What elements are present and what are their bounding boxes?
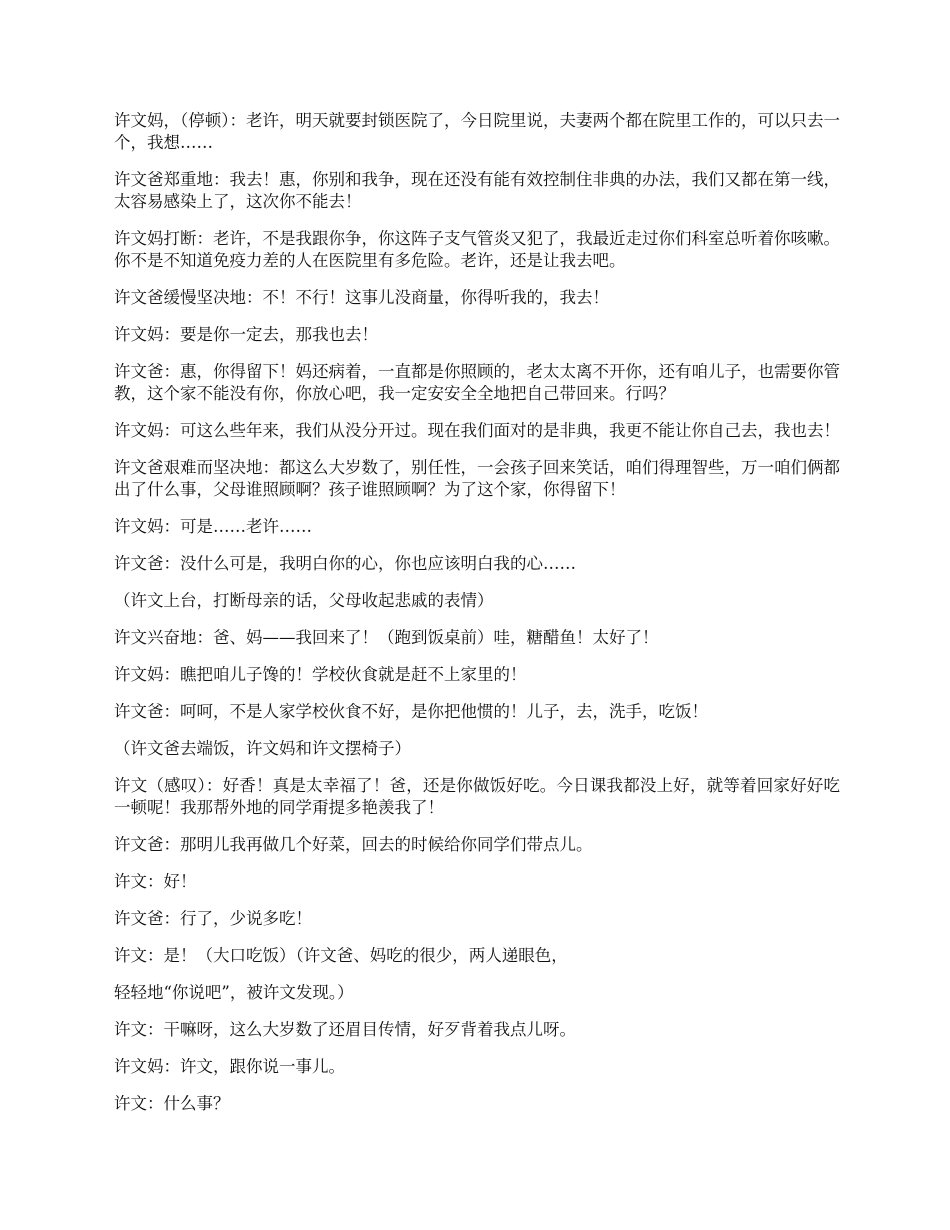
paragraph: 许文爸：呵呵，不是人家学校伙食不好，是你把他惯的！儿子，去，洗手，吃饭！ bbox=[114, 702, 708, 721]
paragraph: 许文妈：要是你一定去，那我也去！ bbox=[114, 325, 378, 344]
paragraph: 许文爸：那明儿我再做几个好菜，回去的时候给你同学们带点儿。 bbox=[114, 835, 593, 854]
paragraph: 许文爸：行了，少说多吃！ bbox=[114, 909, 312, 928]
paragraph: 许文兴奋地：爸、妈——我回来了！（跑到饭桌前）哇，糖醋鱼！太好了！ bbox=[114, 628, 659, 647]
paragraph: 轻轻地“你说吧”，被许文发现。） bbox=[114, 983, 354, 1002]
stage-direction: （许文爸去端饭，许文妈和许文摆椅子） bbox=[114, 739, 411, 758]
paragraph: 许文妈：可是……老许…… bbox=[114, 517, 312, 536]
stage-direction: （许文上台，打断母亲的话，父母收起悲戚的表情） bbox=[114, 591, 494, 610]
paragraph: 许文妈打断：老许，不是我跟你争，你这阵子支气管炎又犯了，我最近走过你们科室总听着你咳嗽。你不是不知道免疫力差的人在医院里有多危险。老许，还是让我去吧。 bbox=[114, 229, 840, 270]
paragraph: 许文：好！ bbox=[114, 872, 197, 891]
document-page bbox=[114, 110, 840, 1130]
paragraph: 许文爸：惠，你得留下！妈还病着，一直都是你照顾的，老太太离不开你，还有咱儿子，也需要你管教，这个家不能没有你，你放心吧，我一定安安全全地把自己带回来。行吗？ bbox=[114, 362, 840, 403]
paragraph: 许文妈：许文，跟你说一事儿。 bbox=[114, 1057, 345, 1076]
paragraph: 许文妈：瞧把咱儿子馋的！学校伙食就是赶不上家里的！ bbox=[114, 665, 527, 684]
paragraph: 许文妈：可这么些年来，我们从没分开过。现在我们面对的是非典，我更不能让你自己去，我也去！ bbox=[114, 421, 840, 440]
paragraph: 许文爸缓慢坚决地：不！不行！这事儿没商量，你得听我的，我去！ bbox=[114, 288, 609, 307]
paragraph: 许文爸艰难而坚决地：都这么大岁数了，别任性，一会孩子回来笑话，咱们得理智些，万一咱们俩都出了什么事，父母谁照顾啊？孩子谁照顾啊？为了这个家，你得留下！ bbox=[114, 458, 840, 499]
paragraph: 许文：是！（大口吃饭）（许文爸、妈吃的很少，两人递眼色， bbox=[114, 946, 568, 965]
paragraph: 许文：什么事？ bbox=[114, 1094, 230, 1113]
paragraph: 许文妈，（停顿）：老许，明天就要封锁医院了，今日院里说，夫妻两个都在院里工作的，可以只去一个，我想…… bbox=[114, 111, 840, 152]
paragraph: 许文（感叹）：好香！真是太幸福了！爸，还是你做饭好吃。今日课我都没上好，就等着回家好好吃一顿呢！我那帮外地的同学甭提多艳羡我了！ bbox=[114, 776, 840, 817]
paragraph: 许文爸郑重地：我去！惠，你别和我争，现在还没有能有效控制住非典的办法，我们又都在第一线，太容易感染上了，这次你不能去！ bbox=[114, 170, 840, 211]
paragraph: 许文爸：没什么可是，我明白你的心，你也应该明白我的心…… bbox=[114, 554, 576, 573]
paragraph: 许文：干嘛呀，这么大岁数了还眉目传情，好歹背着我点儿呀。 bbox=[114, 1020, 576, 1039]
